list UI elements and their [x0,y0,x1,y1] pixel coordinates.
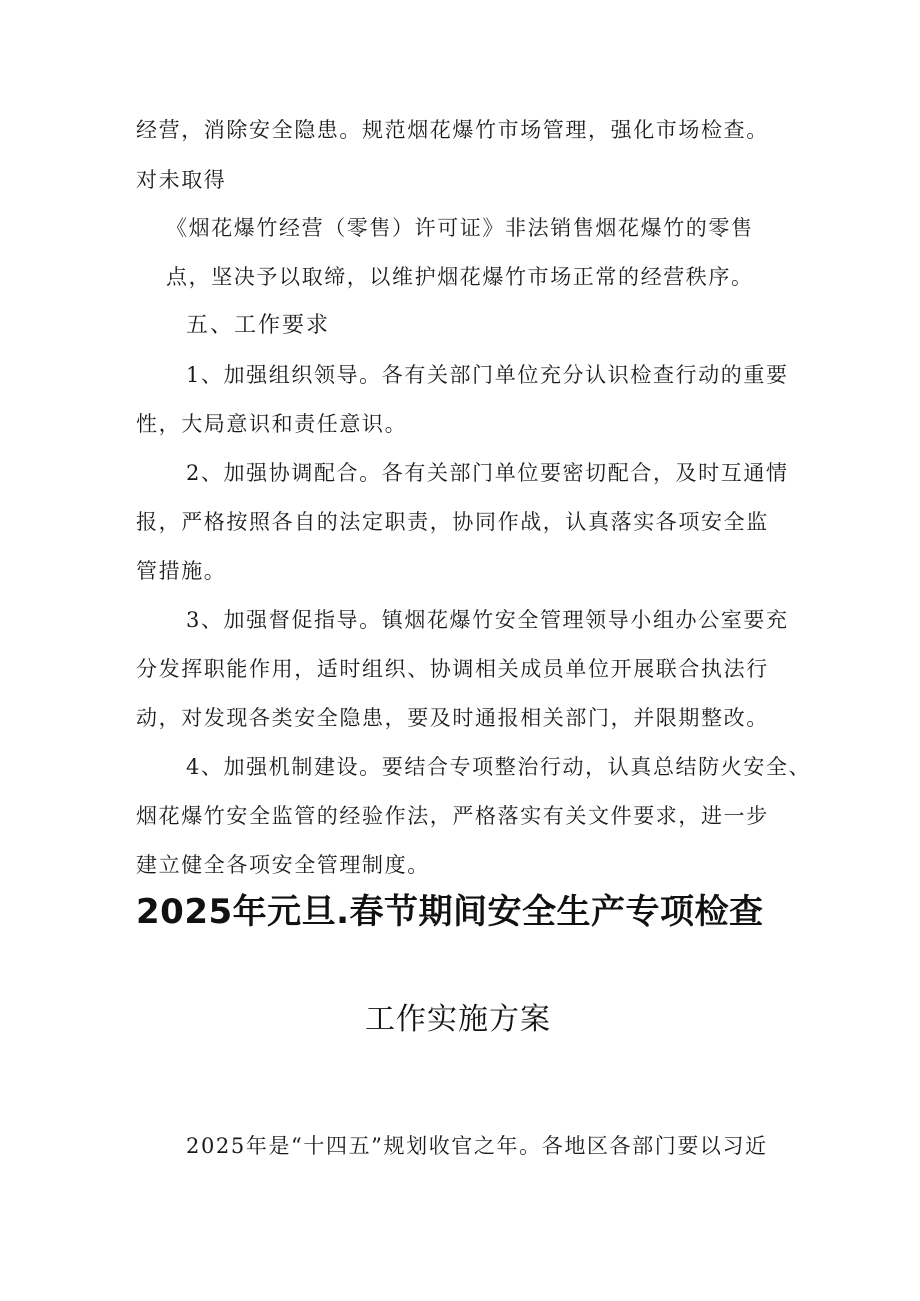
requirement-2-line-2: 报，严格按照各自的法定职责，协同作战，认真落实各项安全监 [136,510,769,534]
section-heading-work-requirements: 五、工作要求 [186,313,331,338]
requirement-2-line-1: 2、加强协调配合。各有关部门单位要密切配合，及时互通情 [186,461,789,485]
document-title-line-1: 2025年元旦.春节期间安全生产专项检查 [136,892,764,932]
requirement-3-line-3: 动，对发现各类安全隐患，要及时通报相关部门，并限期整改。 [136,706,769,730]
requirement-3-line-2: 分发挥职能作用，适时组织、协调相关成员单位开展联合执法行 [136,657,769,681]
requirement-4-line-2: 烟花爆竹安全监管的经验作法，严格落实有关文件要求，进一步 [136,804,769,828]
intro-paragraph-line-1: 2025年是“十四五”规划收官之年。各地区各部门要以习近 [186,1134,768,1158]
document-title-line-2: 工作实施方案 [365,1002,551,1037]
continuation-line-3: 《烟花爆竹经营（零售）许可证》非法销售烟花爆竹的零售 [166,216,754,240]
requirement-2-line-3: 管措施。 [136,559,227,583]
requirement-3-line-1: 3、加强督促指导。镇烟花爆竹安全管理领导小组办公室要充 [186,608,789,632]
continuation-line-2: 对未取得 [136,168,227,192]
requirement-1-line-2: 性，大局意识和责任意识。 [136,412,408,436]
continuation-line-4: 点，坚决予以取缔，以维护烟花爆竹市场正常的经营秩序。 [166,265,754,289]
requirement-4-line-3: 建立健全各项安全管理制度。 [136,853,430,877]
continuation-line-1: 经营，消除安全隐患。规范烟花爆竹市场管理，强化市场检查。 [136,118,769,142]
requirement-4-line-1: 4、加强机制建设。要结合专项整治行动，认真总结防火安全、 [186,755,812,779]
requirement-1-line-1: 1、加强组织领导。各有关部门单位充分认识检查行动的重要 [186,363,789,387]
